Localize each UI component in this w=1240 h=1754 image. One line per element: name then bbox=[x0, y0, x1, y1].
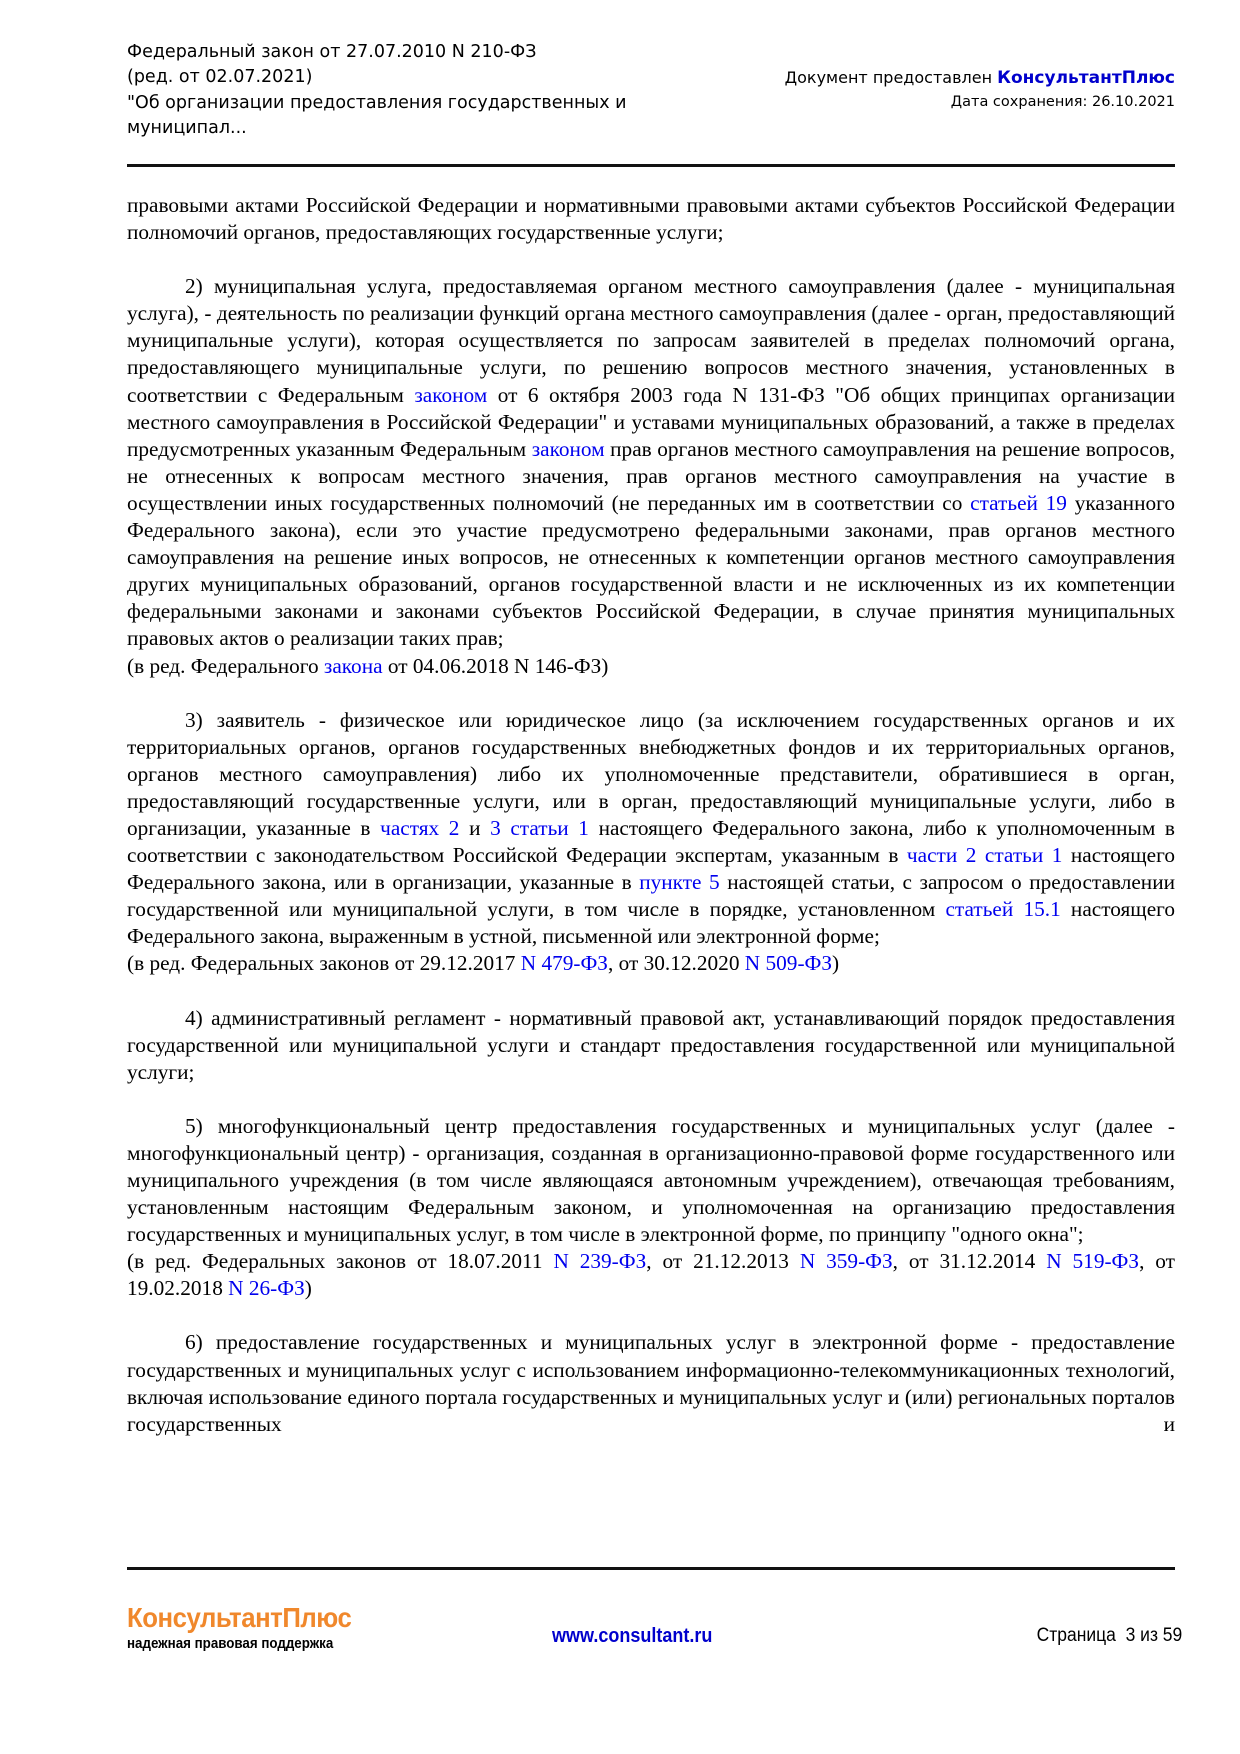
paragraph-text: от 6 октября 2003 года N 131-ФЗ "Об общих принципах организации местного самоуправления в Российской Федерации" и уставами муниципальных образований, а также в пределах предусмотренных указанным Федеральным bbox=[127, 382, 1175, 461]
paragraph bbox=[127, 1248, 1175, 1302]
paragraph-text: , от 21.12.2013 bbox=[646, 1249, 800, 1274]
paragraph bbox=[127, 707, 1175, 951]
paragraph-text: прав органов местного самоуправления на решение вопросов, не отнесенных к вопросам местного значения, прав органов местного самоуправления на участие в осуществлении иных государственных полномочий (не переданных им в соответствии со bbox=[127, 436, 1175, 515]
reference-link[interactable]: закона bbox=[323, 653, 383, 678]
provider-block bbox=[785, 66, 1175, 114]
reference-link[interactable]: законом bbox=[531, 436, 605, 461]
reference-link[interactable]: законом bbox=[414, 382, 488, 407]
paragraph-text: 2) муниципальная услуга, предоставляемая органом местного самоуправления (далее - муниципальная услуга), - деятельность по реализации функций органа местного самоуправления (далее - орган, предоставляющий муниципальные услуги), которая осуществляется по запросам заявителей в пределах полномочий органа, предоставляющего муниципальные услуги, по решению вопросов местного значения, установленных в соответствии с Федеральным bbox=[127, 274, 1175, 407]
paragraph-text: настоящего Федерального закона, или в организации, указанные в bbox=[127, 843, 1175, 895]
paragraph bbox=[127, 1113, 1175, 1248]
brand-name: КонсультантПлюс bbox=[997, 68, 1175, 88]
header-line: (ред. от 02.07.2021) bbox=[127, 67, 313, 88]
paragraph-text: , от 30.12.2020 bbox=[607, 951, 745, 976]
save-date: Дата сохранения: 26.10.2021 bbox=[950, 94, 1175, 110]
paragraph-text: 5) многофункциональный центр предоставления государственных и муниципальных услуг (далее - многофункциональный центр) - организация, созданная в организационно-правовой форме государственного или муниципального учреждения (в том числе являющаяся автономным учреждением), отвечающая требованиям, установленным настоящим Федеральным законом, и уполномоченная на организацию предоставления государственных и муниципальных услуг, в том числе в электронной форме, по принципу "одного окна"; bbox=[127, 1113, 1175, 1247]
paragraph bbox=[127, 1005, 1175, 1086]
paragraph-text: ) bbox=[832, 951, 840, 976]
paragraph-text: 6) предоставление государственных и муниципальных услуг в электронной форме - предоставление государственных и муниципальных услуг с использованием информационно-телекоммуникационных технологий, включая использование единого портала государственных и муниципальных услуг и (или) региональных порталов государственных и bbox=[127, 1330, 1175, 1436]
reference-link[interactable]: частях 2 bbox=[380, 815, 460, 840]
header-line: "Об организации предоставления государственных и bbox=[127, 92, 627, 113]
reference-link[interactable]: N 26-ФЗ bbox=[228, 1276, 305, 1301]
logo-text: КонсультантПлюс bbox=[127, 1602, 352, 1633]
paragraph-text: правовыми актами Российской Федерации и нормативными правовыми актами субъектов Российской Федерации полномочий органов, предоставляющих государственные услуги; bbox=[127, 193, 1175, 245]
provided-by-label: Документ предоставлен bbox=[784, 68, 998, 87]
paragraph-text: (в ред. Федерального bbox=[127, 653, 324, 678]
paragraph-text: (в ред. Федеральных законов от 18.07.2011 bbox=[127, 1249, 554, 1274]
paragraph-text: , от 31.12.2014 bbox=[892, 1249, 1047, 1274]
paragraph-text: 4) административный регламент - нормативный правовой акт, устанавливающий порядок предоставления государственной или муниципальной услуги и стандарт предоставления государственной или муниципальной услуги; bbox=[127, 1005, 1175, 1084]
document-title-block bbox=[127, 40, 627, 141]
reference-link[interactable]: части 2 статьи 1 bbox=[906, 843, 1063, 868]
reference-link[interactable]: статьей 19 bbox=[970, 490, 1067, 515]
reference-link[interactable]: N 519-ФЗ bbox=[1046, 1249, 1140, 1274]
reference-link[interactable]: N 359-ФЗ bbox=[799, 1249, 893, 1274]
footer-divider bbox=[127, 1567, 1175, 1570]
reference-link[interactable]: пункте 5 bbox=[639, 870, 720, 895]
paragraph bbox=[127, 950, 1175, 977]
paragraph bbox=[127, 653, 1175, 680]
paragraph-text: ) bbox=[304, 1276, 312, 1301]
paragraph-text: , от 19.02.2018 bbox=[127, 1249, 1175, 1301]
paragraph-text: указанного Федерального закона), если это участие предусмотрено федеральными законами, прав органов местного самоуправления на решение иных вопросов, не отнесенных к компетенции органов местного самоуправления других муниципальных образований, органов государственной власти и не исключенных из их компетенции федеральными законами и законами субъектов Российской Федерации, в случае принятия муниципальных правовых актов о реализации таких прав; bbox=[127, 490, 1175, 651]
header-divider bbox=[127, 164, 1175, 167]
document-body bbox=[127, 192, 1175, 1438]
website-link[interactable]: www.consultant.ru bbox=[552, 1625, 713, 1647]
paragraph-text: и bbox=[459, 815, 491, 840]
footer-logo bbox=[127, 1602, 371, 1652]
page-number: Страница 3 из 59 bbox=[1036, 1625, 1182, 1646]
reference-link[interactable]: статьей 15.1 bbox=[945, 897, 1061, 922]
paragraph-text: настоящей статьи, с запросом о предоставлении государственной или муниципальной услуги, в том числе в порядке, установленном bbox=[127, 870, 1175, 922]
header-line: муниципал... bbox=[127, 117, 247, 138]
reference-link[interactable]: N 239-ФЗ bbox=[553, 1249, 647, 1274]
tagline: надежная правовая поддержка bbox=[127, 1636, 334, 1652]
header-line: Федеральный закон от 27.07.2010 N 210-ФЗ bbox=[127, 42, 537, 62]
paragraph-text: настоящего Федерального закона, либо к уполномоченным в соответствии с законодательством Российской Федерации экспертам, указанным в bbox=[127, 815, 1175, 868]
paragraph-text: от 04.06.2018 N 146-ФЗ) bbox=[382, 653, 609, 678]
paragraph bbox=[127, 273, 1175, 652]
paragraph bbox=[127, 192, 1175, 246]
paragraph-text: (в ред. Федеральных законов от 29.12.2017 bbox=[127, 951, 521, 976]
paragraph-text: 3) заявитель - физическое или юридическое лицо (за исключением государственных органов и их территориальных органов, органов государственных внебюджетных фондов и их территориальных органов, органов местного самоуправления) либо их уполномоченные представители, обратившиеся в орган, предоставляющий государственные услуги, или в орган, предоставляющий муниципальные услуги, либо в организации, указанные в bbox=[127, 707, 1175, 840]
paragraph bbox=[127, 1329, 1175, 1437]
reference-link[interactable]: 3 статьи 1 bbox=[490, 815, 589, 840]
reference-link[interactable]: N 509-ФЗ bbox=[744, 951, 833, 976]
reference-link[interactable]: N 479-ФЗ bbox=[520, 951, 608, 976]
paragraph-text: настоящего Федерального закона, выраженным в устной, письменной или электронной форме; bbox=[127, 897, 1176, 949]
